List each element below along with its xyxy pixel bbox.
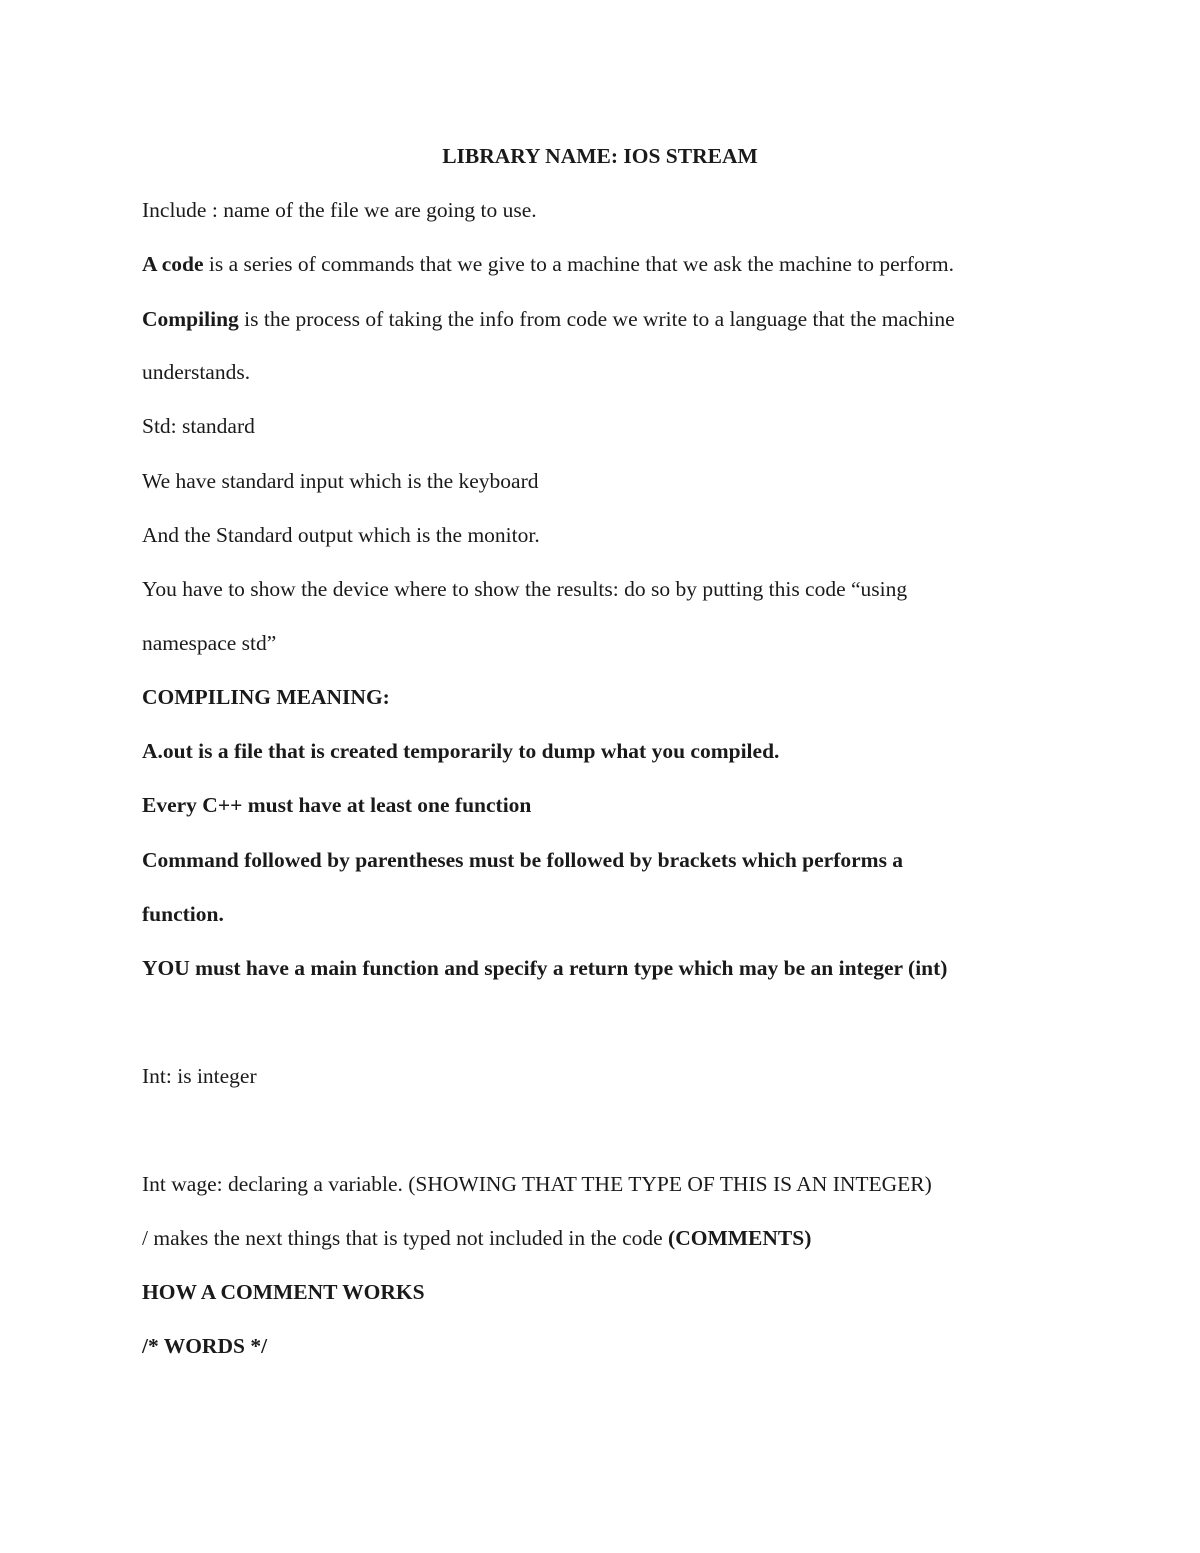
- include-line: Include : name of the file we are going to use.: [142, 198, 537, 222]
- comment-example-line: /* WORDS */: [142, 1334, 268, 1358]
- command-followed-cont: function.: [142, 902, 224, 926]
- show-device-line: You have to show the device where to show the results: do so by putting this code “using: [142, 577, 908, 601]
- document-title: LIBRARY NAME: IOS STREAM: [442, 144, 758, 168]
- std-input-line: We have standard input which is the keyboard: [142, 469, 539, 493]
- aout-line: A.out is a file that is created temporarily to dump what you compiled.: [142, 739, 780, 763]
- code-definition-line: [142, 250, 954, 278]
- compiling-definition-cont: understands.: [142, 360, 251, 384]
- show-device-cont: namespace std”: [142, 631, 277, 655]
- comments-label: (COMMENTS): [668, 1226, 812, 1250]
- comment-slash-line: [142, 1224, 811, 1252]
- code-term: A code: [142, 252, 204, 276]
- int-wage-line: Int wage: declaring a variable. (SHOWING THAT THE TYPE OF THIS IS AN INTEGER): [142, 1172, 932, 1196]
- comment-slash-text: / makes the next things that is typed not included in the code: [142, 1226, 669, 1250]
- command-followed-line: Command followed by parentheses must be followed by brackets which performs a: [142, 848, 904, 872]
- int-is-line: Int: is integer: [142, 1064, 257, 1088]
- std-output-line: And the Standard output which is the monitor.: [142, 523, 540, 547]
- how-comment-heading: HOW A COMMENT WORKS: [142, 1280, 425, 1304]
- compiling-definition: is the process of taking the info from code we write to a language that the machine: [238, 307, 955, 331]
- compiling-definition-line: [142, 305, 955, 333]
- std-line: Std: standard: [142, 414, 255, 438]
- main-function-line: YOU must have a main function and specify a return type which may be an integer (int): [142, 956, 948, 980]
- code-definition: is a series of commands that we give to a machine that we ask the machine to perform.: [203, 252, 954, 276]
- every-cpp-line: Every C++ must have at least one function: [142, 793, 532, 817]
- compiling-term: Compiling: [142, 307, 239, 331]
- compiling-meaning-heading: COMPILING MEANING:: [142, 685, 390, 709]
